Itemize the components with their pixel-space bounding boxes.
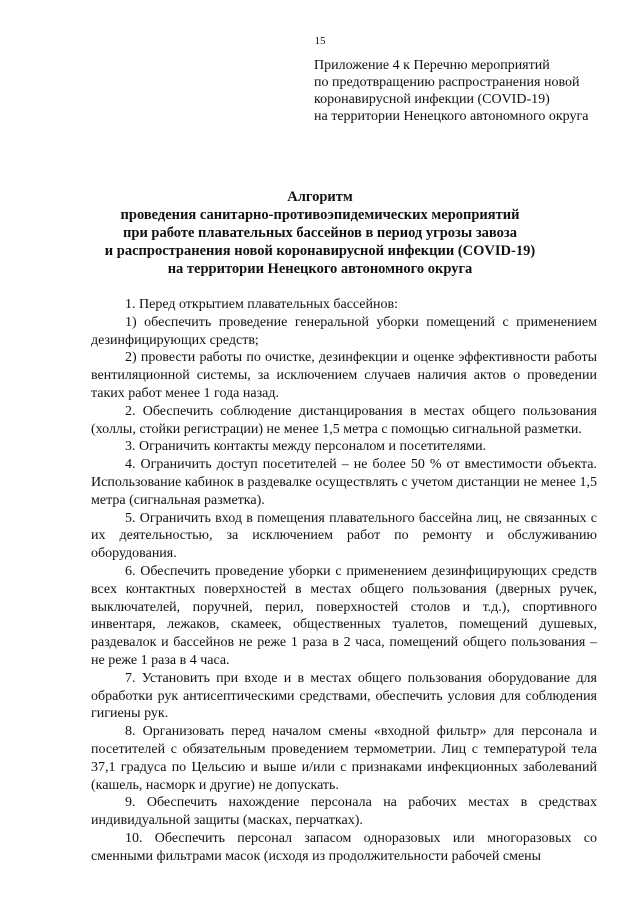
paragraph: 9. Обеспечить нахождение персонала на рабочих местах в средствах индивидуальной защиты (масках, перчатках). xyxy=(91,795,597,829)
paragraph: 6. Обеспечить проведение уборки с применением дезинфицирующих средств всех контактных поверхностей в местах общего пользования (дверных ручек, выключателей, поручней, перил, поверхностей столов и т.д.), спортивного инвентаря, лежаков, скамеек, общественных туалетов, помещений душевых, раздевалок и бассейнов не реже 1 раза в 2 часа, помещений общего пользования – не реже 1 раза в 4 часа. xyxy=(91,563,597,668)
annex-line: коронавирусной инфекции (COVID-19) xyxy=(314,92,550,107)
paragraph: 3. Ограничить контакты между персоналом и посетителями. xyxy=(125,439,487,455)
annex-line: Приложение 4 к Перечню мероприятий xyxy=(314,58,550,73)
title-line: Алгоритм xyxy=(287,189,353,205)
document-body xyxy=(91,296,597,866)
paragraph: 10. Обеспечить персонал запасом одноразовых или многоразовых со сменными фильтрами масок (исходя из продолжительности рабочей смены xyxy=(91,830,597,864)
annex-line: по предотвращению распространения новой xyxy=(314,75,580,90)
annex-header xyxy=(314,57,624,125)
title-line: проведения санитарно-противоэпидемических мероприятий xyxy=(120,207,520,223)
title-line: на территории Ненецкого автономного округа xyxy=(167,261,473,277)
paragraph: 2) провести работы по очистке, дезинфекции и оценке эффективности работы вентиляционной системы, за исключением случаев наличия актов о проведении таких работ менее 1 года назад. xyxy=(91,350,597,401)
paragraph: 1) обеспечить проведение генеральной уборки помещений с применением дезинфицирующих средств; xyxy=(91,314,597,348)
paragraph: 2. Обеспечить соблюдение дистанцирования в местах общего пользования (холлы, стойки регистрации) не менее 1,5 метра с помощью сигнальной разметки. xyxy=(91,403,597,437)
paragraph: 1. Перед открытием плавательных бассейнов: xyxy=(125,297,399,312)
paragraph: 8. Организовать перед началом смены «входной фильтр» для персонала и посетителей с обязательным проведением термометрии. Лиц с температурой тела 37,1 градуса по Цельсию и выше и/или с признаками инфекционных заболеваний (кашель, насморк и другие) не допускать. xyxy=(91,724,597,793)
page-number: 15 xyxy=(314,35,326,47)
title-line: при работе плавательных бассейнов в период угрозы завоза xyxy=(123,225,517,241)
paragraph: 7. Установить при входе и в местах общего пользования оборудование для обработки рук антисептическими средствами, обеспечить условия для соблюдения гигиены рук. xyxy=(91,670,597,722)
paragraph: 5. Ограничить вход в помещения плавательного бассейна лиц, не связанных с их деятельностью, за исключением работ по ремонту и обслуживанию оборудования. xyxy=(91,510,597,562)
paragraph: 4. Ограничить доступ посетителей – не более 50 % от вместимости объекта. Использование кабинок в раздевалке осуществлять с учетом дистанции не менее 1,5 метра (сигнальная разметка). xyxy=(91,457,597,508)
document-title xyxy=(80,188,560,278)
annex-line: на территории Ненецкого автономного округа xyxy=(314,109,589,124)
title-line: и распространения новой коронавирусной инфекции (COVID-19) xyxy=(104,243,536,259)
